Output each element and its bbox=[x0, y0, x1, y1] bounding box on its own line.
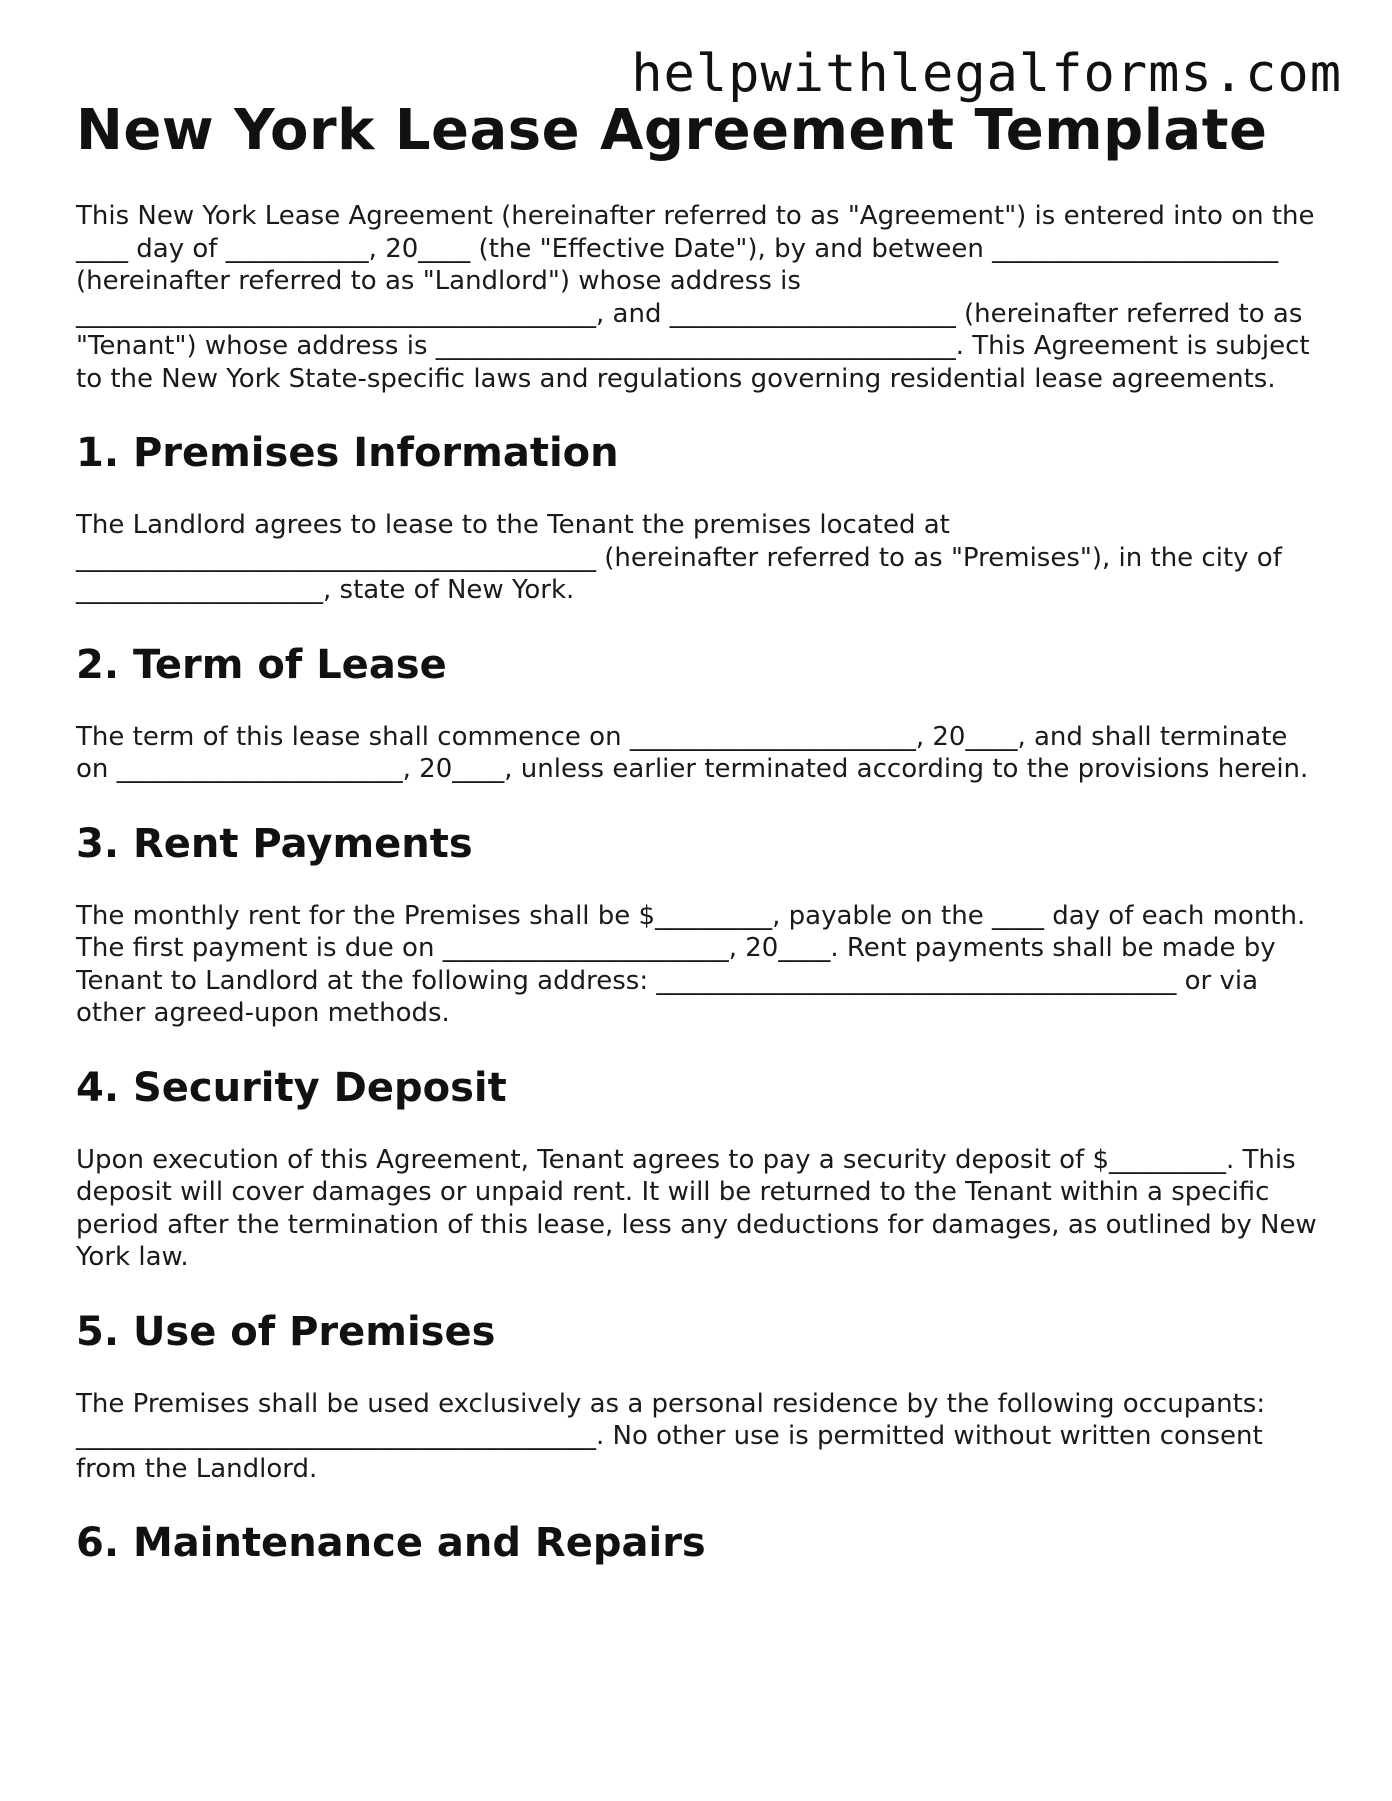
section-use-of-premises bbox=[76, 1306, 1326, 1486]
section-heading: 5. Use of Premises bbox=[76, 1308, 496, 1355]
section-body: Upon execution of this Agreement, Tenant agrees to pay a security deposit of $_________. This deposit will cover damages or unpaid rent. It will be returned to the Tenant within a specific period after the termination of this lease, less any deductions for damages, as outlined by New York law. bbox=[76, 1144, 1317, 1272]
section-premises-information bbox=[76, 427, 1326, 607]
intro-paragraph: This New York Lease Agreement (hereinafter referred to as "Agreement") is entered into on the ____ day of ___________, 20____ (the "Effective Date"), by and between ______________________ (hereinafter referred to as "Landlord") whose address is ________________________________________, and ______________________ (hereinafter referred to as "Tenant") whose address is ________________________________________. This Agreement is subject to the New York State-specific laws and regulations governing residential lease agreements. bbox=[76, 201, 1315, 394]
section-heading: 6. Maintenance and Repairs bbox=[76, 1520, 706, 1566]
section-heading: 4. Security Deposit bbox=[76, 1064, 507, 1111]
document-title: New York Lease Agreement Template bbox=[76, 98, 1268, 163]
section-heading: 2. Term of Lease bbox=[76, 641, 447, 688]
section-body: The term of this lease shall commence on ______________________, 20____, and shall terminate on ______________________, 20____, unless earlier terminated according to the provisions herein. bbox=[76, 721, 1309, 784]
document-page bbox=[76, 96, 1326, 1569]
section-security-deposit bbox=[76, 1062, 1326, 1274]
section-term-of-lease bbox=[76, 639, 1326, 786]
section-heading: 1. Premises Information bbox=[76, 430, 619, 476]
section-heading: 3. Rent Payments bbox=[76, 820, 473, 867]
site-watermark: helpwithlegalforms.com bbox=[631, 44, 1342, 104]
section-body: The Landlord agrees to lease to the Tenant the premises located at ________________________________________ (hereinafter referred to as "Premises"), in the city of ___________________, state of New York. bbox=[76, 510, 1282, 605]
section-body: The monthly rent for the Premises shall be $_________, payable on the ____ day of each month. The first payment is due on ______________________, 20____. Rent payments shall be made by Tenant to Landlord at the following address: ________________________________________ or via other agreed-upon methods. bbox=[76, 900, 1306, 1028]
section-body: The Premises shall be used exclusively as a personal residence by the following occupants: ________________________________________. No other use is permitted without written consent from the Landlord. bbox=[76, 1388, 1266, 1484]
section-maintenance-and-repairs bbox=[76, 1517, 1326, 1569]
section-rent-payments bbox=[76, 818, 1326, 1030]
